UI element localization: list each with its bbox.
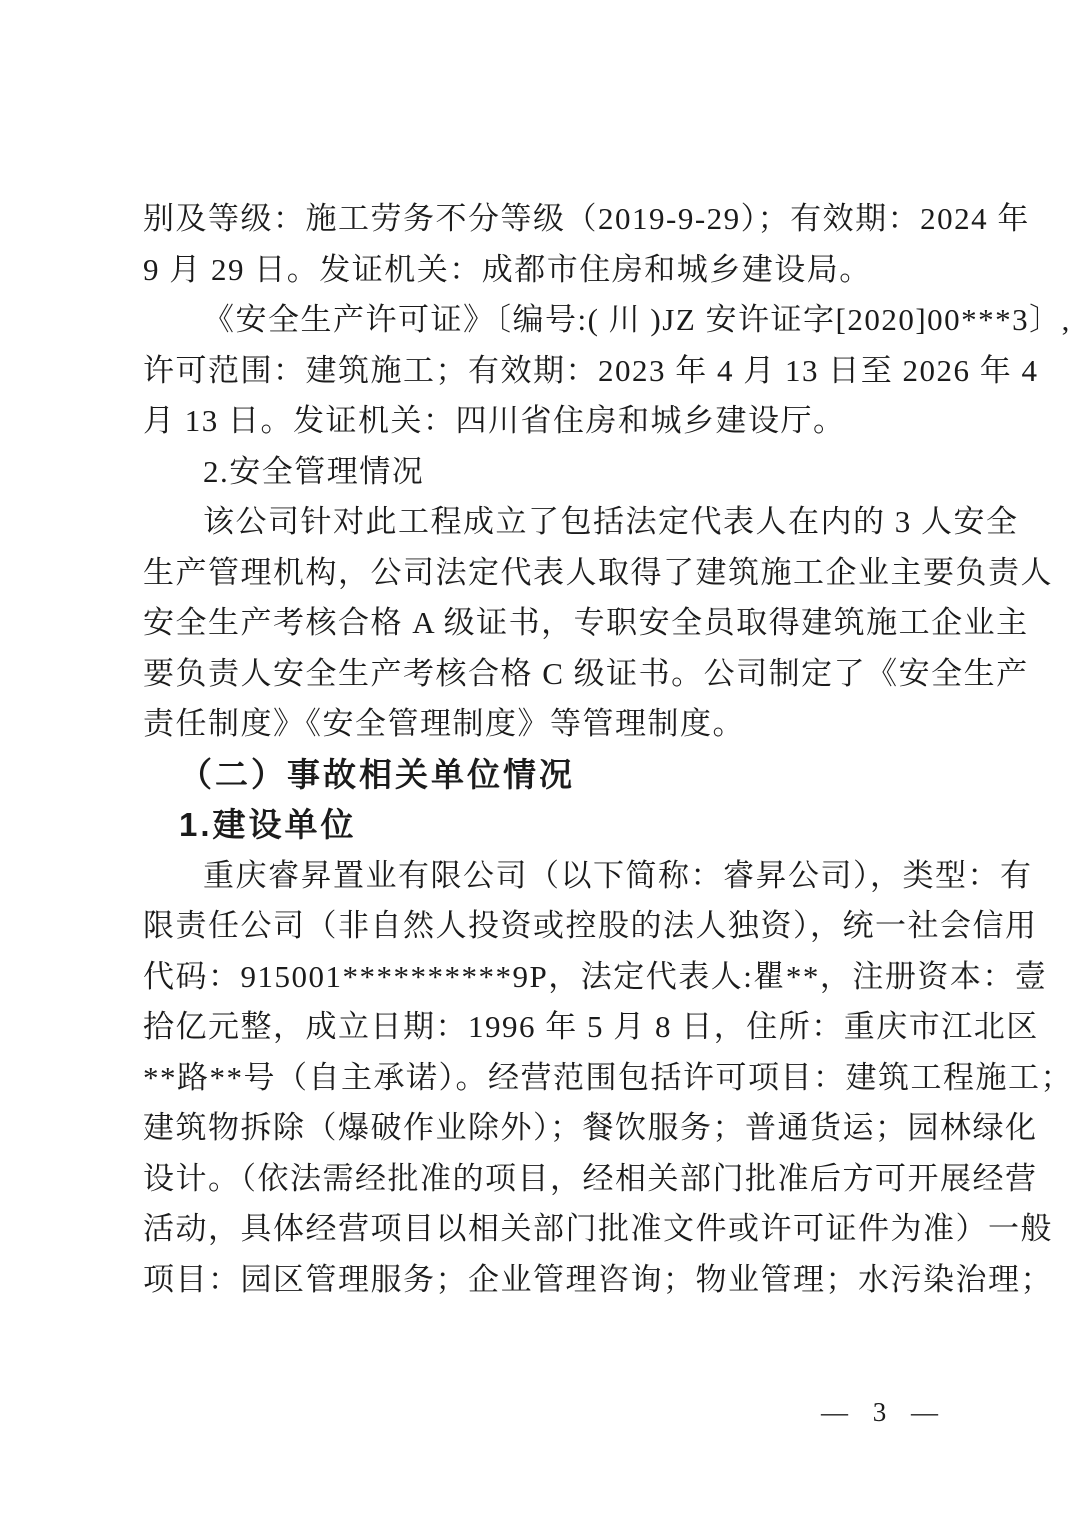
text-line: 限责任公司（非自然人投资或控股的法人独资），统一社会信用 — [143, 908, 1038, 943]
text-line: 责任制度》《安全管理制度》等管理制度。 — [143, 706, 745, 741]
text-line: 要负责人安全生产考核合格 C 级证书。公司制定了《安全生产 — [143, 655, 1029, 691]
document-body — [143, 194, 1073, 1305]
text-line: 设计。（依法需经批准的项目，经相关部门批准后方可开展经营 — [143, 1160, 1038, 1196]
subsection-title: 2.安全管理情况 — [203, 453, 425, 489]
page-number: — 3 — — [821, 1397, 940, 1427]
text-line: 月 13 日。发证机关：四川省住房和城乡建设厅。 — [143, 403, 846, 438]
text-line: 9 月 29 日。发证机关：成都市住房和城乡建设局。 — [143, 251, 872, 287]
text-line: 拾亿元整，成立日期：1996 年 5 月 8 日，住所：重庆市江北区 — [143, 1009, 1039, 1044]
text-line: 建筑物拆除（爆破作业除外）；餐饮服务；普通货运；园林绿化 — [143, 1110, 1038, 1145]
text-line: 生产管理机构，公司法定代表人取得了建筑施工企业主要负责人 — [143, 554, 1053, 590]
text-line: 别及等级：施工劳务不分等级（2019-9-29）；有效期：2024 年 — [143, 201, 1030, 236]
text-line: **路**号（自主承诺）。经营范围包括许可项目：建筑工程施工； — [143, 1059, 1073, 1095]
text-line: 该公司针对此工程成立了包括法定代表人在内的 3 人安全 — [203, 504, 1019, 539]
text-line: 安全生产考核合格 A 级证书，专职安全员取得建筑施工企业主 — [143, 605, 1029, 640]
text-line: 许可范围：建筑施工；有效期：2023 年 4 月 13 日至 2026 年 4 — [143, 352, 1039, 388]
text-line: 活动，具体经营项目以相关部门批准文件或许可证件为准）一般 — [143, 1211, 1053, 1246]
text-line: 重庆睿昇置业有限公司（以下简称：睿昇公司），类型：有 — [203, 857, 1033, 893]
text-line: 代码：915001**********9P，法定代表人:瞿**，注册资本：壹 — [143, 958, 1048, 994]
section-heading: （二）事故相关单位情况 — [179, 755, 575, 793]
text-line: 项目：园区管理服务；企业管理咨询；物业管理；水污染治理； — [143, 1261, 1053, 1297]
text-line: 《安全生产许可证》〔编号:( 川 )JZ 安许证字[2020]00***3〕, — [203, 302, 1071, 337]
subsection-heading: 1.建设单位 — [179, 806, 357, 843]
